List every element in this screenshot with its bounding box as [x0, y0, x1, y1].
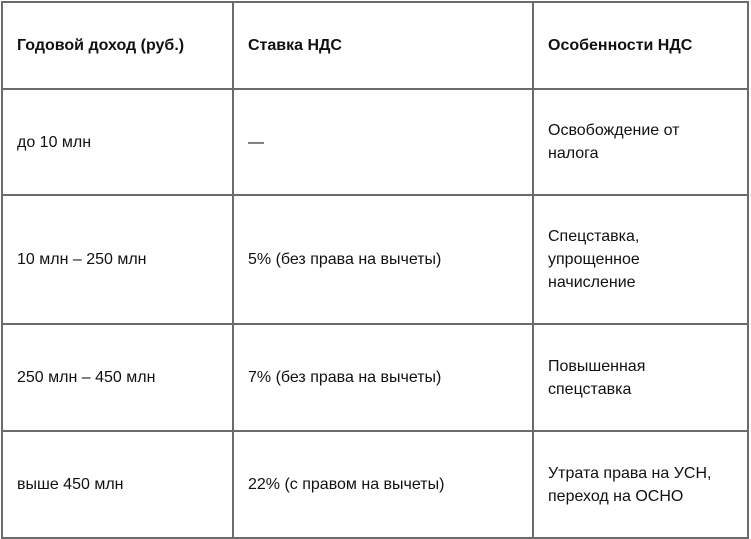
table-row [2, 195, 748, 324]
income-cell: до 10 млн [2, 89, 233, 195]
header-income: Годовой доход (руб.) [2, 2, 233, 89]
table-row [2, 324, 748, 431]
vat-features-cell: Освобождение от налога [533, 89, 748, 195]
table-row [2, 89, 748, 195]
vat-table [1, 1, 749, 539]
income-cell: выше 450 млн [2, 431, 233, 538]
vat-features-cell: Повышенная спецставка [533, 324, 748, 431]
vat-features-cell: Спецставка, упрощенное начисление [533, 195, 748, 324]
vat-rate-cell: 22% (с правом на вычеты) [233, 431, 533, 538]
vat-rate-cell: 7% (без права на вычеты) [233, 324, 533, 431]
header-vat-rate: Ставка НДС [233, 2, 533, 89]
table-header-row [2, 2, 748, 89]
income-cell: 250 млн – 450 млн [2, 324, 233, 431]
vat-rate-cell: — [233, 89, 533, 195]
vat-features-cell: Утрата права на УСН, переход на ОСНО [533, 431, 748, 538]
header-vat-features: Особенности НДС [533, 2, 748, 89]
table-row [2, 431, 748, 538]
income-cell: 10 млн – 250 млн [2, 195, 233, 324]
vat-rate-cell: 5% (без права на вычеты) [233, 195, 533, 324]
